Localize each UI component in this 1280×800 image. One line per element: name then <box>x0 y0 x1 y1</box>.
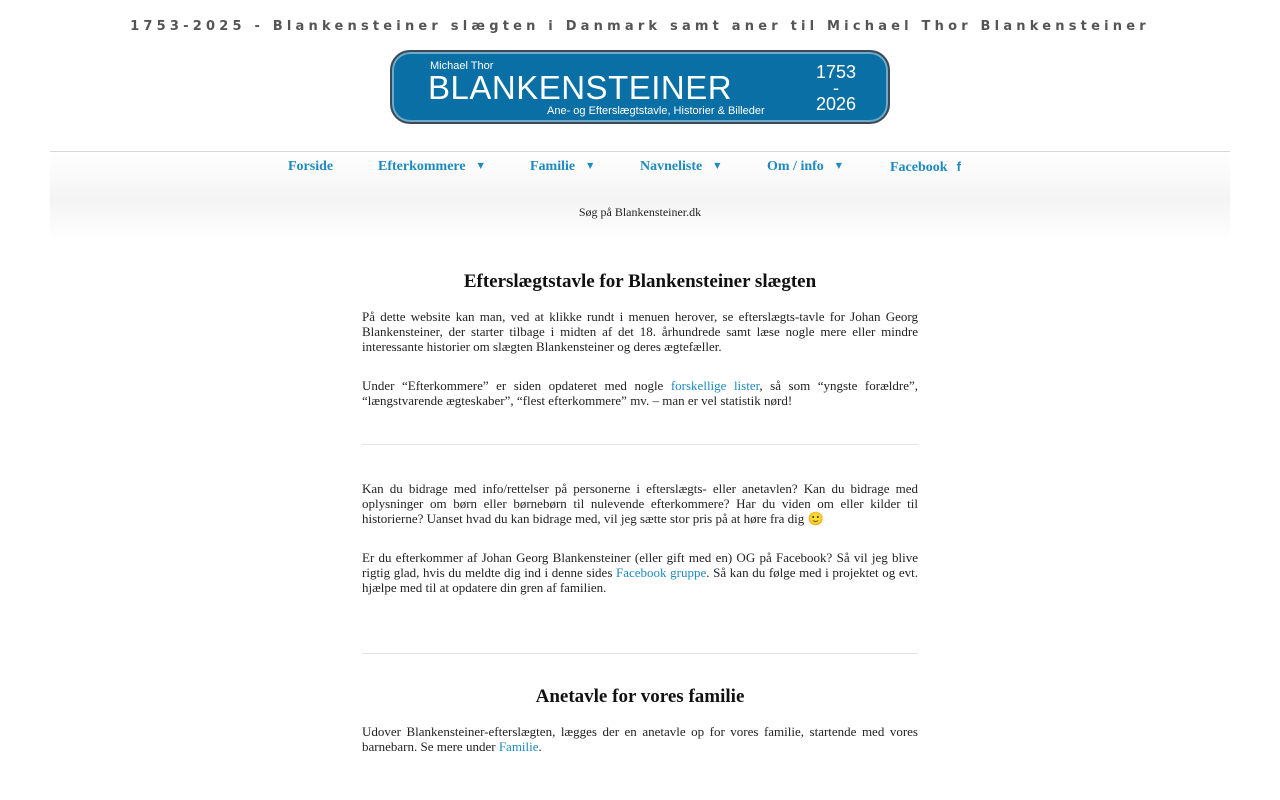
ancestry-paragraph <box>362 724 918 754</box>
logo-small-text: Michael Thor <box>430 60 494 72</box>
intro-paragraph: På dette website kan man, ved at klikke rundt i menuen herover, se efterslægts-tavle for Johan Georg Blankensteiner, der starter tilbage i midten af det 18. århundrede samt læse nogle mere eller mindre interessante historier om slægten Blankensteiner og deres ægtefæller. <box>362 309 918 354</box>
site-tagline: 1753-2025 - Blankensteiner slægten i Danmark samt aner til Michael Thor Blankensteiner <box>130 19 1150 34</box>
nav-label: Forside <box>288 159 334 174</box>
text-run: . Så kan du følge med i projektet og evt. hjælpe med til at opdatere din gren af familien. <box>362 565 919 595</box>
facebook-group-link[interactable]: Facebook gruppe <box>616 565 707 580</box>
nav-label: Navneliste <box>640 159 703 174</box>
nav-item-familie[interactable] <box>530 159 593 175</box>
facebook-paragraph <box>362 550 918 595</box>
nav-label: Om / info <box>767 159 824 174</box>
facebook-icon: f <box>956 159 961 174</box>
logo-year-start: 1753 <box>815 62 857 82</box>
text-run: . <box>538 739 542 754</box>
main-navigation <box>50 151 1230 240</box>
main-content <box>362 270 918 754</box>
nav-item-efterkommere[interactable] <box>378 159 484 175</box>
familie-link[interactable]: Familie <box>498 739 539 754</box>
logo-name: BLANKENSTEINER <box>428 69 733 106</box>
text-run: Udover Blankensteiner-efterslægten, lægges der en anetavle op for vores familie, startende med vores barnebarn. Se mere under <box>362 724 918 754</box>
caret-down-icon: ▼ <box>587 161 594 170</box>
site-logo[interactable] <box>390 50 890 124</box>
logo-year-end: 2026 <box>815 94 857 114</box>
caret-down-icon: ▼ <box>835 161 842 170</box>
contribute-paragraph: Kan du bidrage med info/rettelser på personerne i efterslægts- eller anetavlen? Kan du bidrage med oplysninger om børn eller børnebørn til nulevende efterkommere? Har du viden om eller kilder til historierne? Uanset hvad du kan bidrage med, vil jeg sætte stor pris på at høre fra dig 🙂 <box>362 481 918 526</box>
nav-item-navneliste[interactable] <box>640 159 720 175</box>
text-run: Er du efterkommer af Johan Georg Blankensteiner (eller gift med en) OG på Facebook? Så vil jeg blive rigtig glad, hvis du meldte dig ind i denne sides <box>362 550 918 580</box>
site-search-link[interactable] <box>50 205 1230 220</box>
nav-label: Facebook <box>890 160 948 175</box>
nav-item-forside[interactable] <box>288 159 333 175</box>
nav-item-om-info[interactable] <box>767 159 842 175</box>
caret-down-icon: ▼ <box>714 161 721 170</box>
text-run: Under “Efterkommere” er siden opdateret med nogle <box>362 378 671 393</box>
logo-subtitle: Ane- og Efterslægtstavle, Historier & Billeder <box>547 105 765 117</box>
caret-down-icon: ▼ <box>477 161 484 170</box>
search-label: Søg på Blankensteiner.dk <box>578 205 702 219</box>
logo-year-dash: - <box>833 78 839 98</box>
divider <box>362 653 918 654</box>
lists-paragraph <box>362 378 918 408</box>
nav-label: Efterkommere <box>378 159 466 174</box>
text-run: , så som “yngste forældre”, “længstvarende ægteskaber”, “flest efterkommere” mv. – man er vel statistik nørd! <box>362 378 918 408</box>
section-title: Anetavle for vores familie <box>535 686 745 707</box>
divider <box>362 444 918 445</box>
section-title: Efterslægtstavle for Blankensteiner slægten <box>463 271 817 292</box>
nav-item-facebook[interactable] <box>890 159 961 176</box>
nav-label: Familie <box>530 159 576 174</box>
logo-years <box>812 64 860 112</box>
lists-link[interactable]: forskellige lister <box>670 378 760 393</box>
